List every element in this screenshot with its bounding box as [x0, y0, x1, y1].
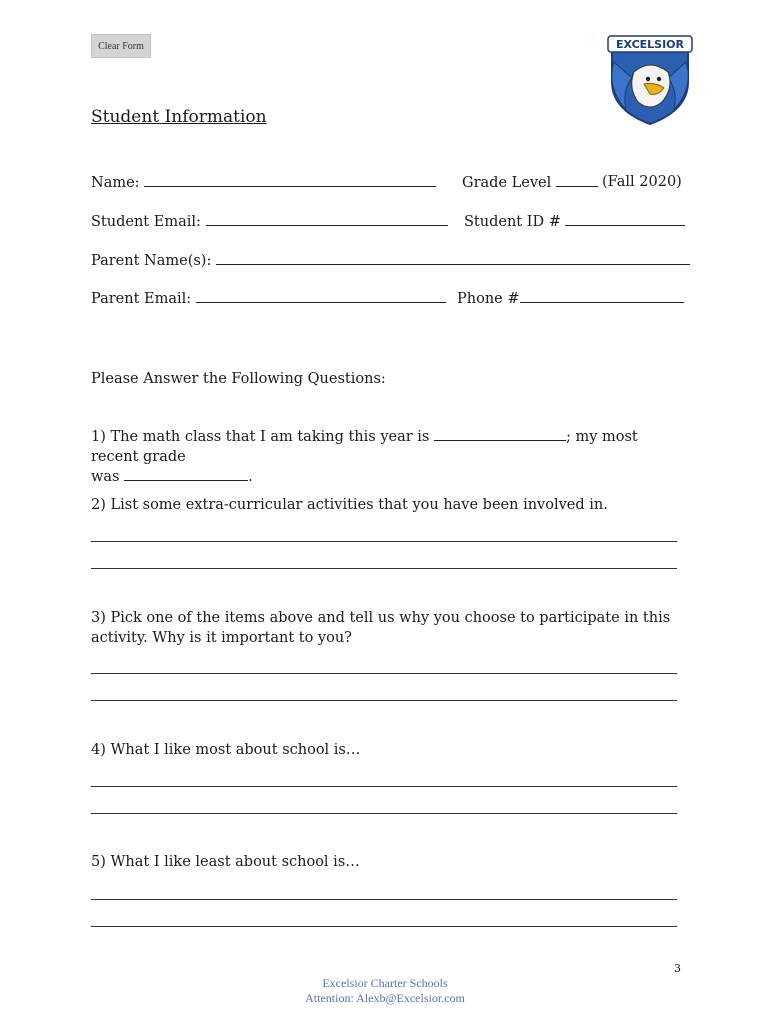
- name-input[interactable]: [144, 174, 436, 187]
- parent-names-label: Parent Name(s):: [91, 253, 212, 269]
- parent-names-field: [91, 252, 690, 269]
- q1-text-b: ; my most recent grade: [91, 429, 638, 465]
- term-label: (Fall 2020): [602, 174, 682, 190]
- student-email-field: [91, 213, 448, 230]
- section-title: Student Information: [91, 107, 267, 127]
- footer-org: Excelsior Charter Schools: [322, 976, 448, 990]
- parent-email-label: Parent Email:: [91, 291, 192, 307]
- question-3: 3) Pick one of the items above and tell us why you choose to participate in this activity. Why is it important to you?: [91, 610, 671, 646]
- grade-input[interactable]: [556, 174, 598, 187]
- question-4: 4) What I like most about school is…: [91, 742, 361, 758]
- page-number: 3: [674, 962, 681, 975]
- answer-line[interactable]: [91, 541, 677, 542]
- phone-label: Phone #: [457, 291, 520, 307]
- answer-line[interactable]: [91, 813, 677, 814]
- grade-field: [462, 174, 598, 191]
- parent-names-input[interactable]: [216, 252, 690, 265]
- phone-input[interactable]: [520, 290, 684, 303]
- question-2: 2) List some extra-curricular activities that you have been involved in.: [91, 497, 608, 513]
- answer-line[interactable]: [91, 568, 677, 569]
- parent-email-input[interactable]: [196, 290, 446, 303]
- student-id-input[interactable]: [565, 213, 685, 226]
- q1-text-a: 1) The math class that I am taking this year is: [91, 429, 430, 445]
- math-grade-input[interactable]: [124, 468, 248, 481]
- footer-attention: Attention: Alexb@Excelsior.com: [305, 991, 465, 1005]
- parent-email-field: [91, 290, 446, 307]
- logo-text: EXCELSIOR: [615, 38, 685, 51]
- name-field: [91, 174, 436, 191]
- answer-line[interactable]: [91, 786, 677, 787]
- name-label: Name:: [91, 175, 140, 191]
- question-5: 5) What I like least about school is…: [91, 854, 360, 870]
- q1-text-d: .: [248, 469, 253, 485]
- student-email-input[interactable]: [206, 213, 448, 226]
- student-id-label: Student ID #: [464, 214, 561, 230]
- q1-text-c: was: [91, 469, 120, 485]
- phone-field: [457, 290, 684, 307]
- clear-form-button[interactable]: Clear Form: [91, 34, 151, 58]
- answer-line[interactable]: [91, 899, 677, 900]
- answer-line[interactable]: [91, 673, 677, 674]
- student-id-field: [464, 213, 685, 230]
- student-email-label: Student Email:: [91, 214, 201, 230]
- question-1: [91, 427, 683, 487]
- grade-label: Grade Level: [462, 175, 552, 191]
- excelsior-eagle-logo: [604, 32, 696, 126]
- math-class-input[interactable]: [434, 428, 566, 441]
- answer-line[interactable]: [91, 700, 677, 701]
- instructions: Please Answer the Following Questions:: [91, 371, 386, 387]
- answer-line[interactable]: [91, 926, 677, 927]
